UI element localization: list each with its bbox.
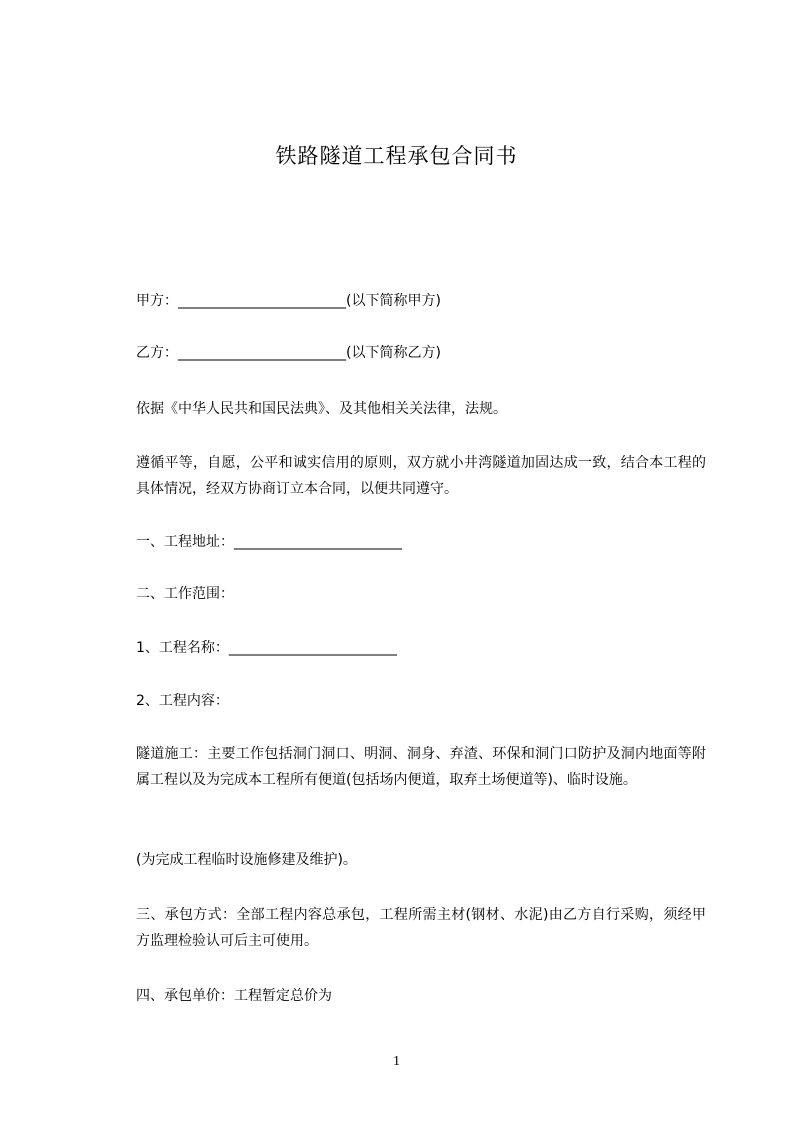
page-number: 1	[393, 1054, 400, 1069]
section-3-contract-method: 三、承包方式：全部工程内容总承包，工程所需主材(钢材、水泥)由乙方自行采购，须经甲方监理检验认可后主可使用。	[136, 907, 706, 949]
tunnel-work-paragraph: 隧道施工：主要工作包括洞门洞口、明洞、洞身、弃渣、环保和洞门口防护及洞内地面等附属工程以及为完成本工程所有便道(包括场内便道，取弃土场便道等)、临时设施。	[136, 746, 706, 788]
party-a-line: 甲方：________________________(以下简称甲方)	[136, 293, 441, 309]
section-1-address: 一、工程地址：________________________	[136, 534, 402, 550]
party-b-line: 乙方：________________________(以下简称乙方)	[136, 345, 441, 361]
legal-basis-line: 依据《中华人民共和国民法典》、及其他相关关法律，法规。	[136, 401, 507, 417]
principle-paragraph: 遵循平等，自愿，公平和诚实信用的原则，双方就小井湾隧道加固达成一致，结合本工程的具体情况，经双方协商订立本合同，以便共同遵守。	[136, 455, 706, 497]
item-2-project-content: 2、工程内容：	[136, 693, 229, 709]
section-2-scope: 二、工作范围：	[136, 586, 234, 602]
item-1-project-name: 1、工程名称：________________________	[136, 640, 397, 656]
temporary-facilities-line: (为完成工程临时设施修建及维护)。	[136, 852, 357, 868]
section-4-unit-price: 四、承包单价：工程暂定总价为	[136, 988, 332, 1004]
document-title: 铁路隧道工程承包合同书	[275, 144, 518, 168]
